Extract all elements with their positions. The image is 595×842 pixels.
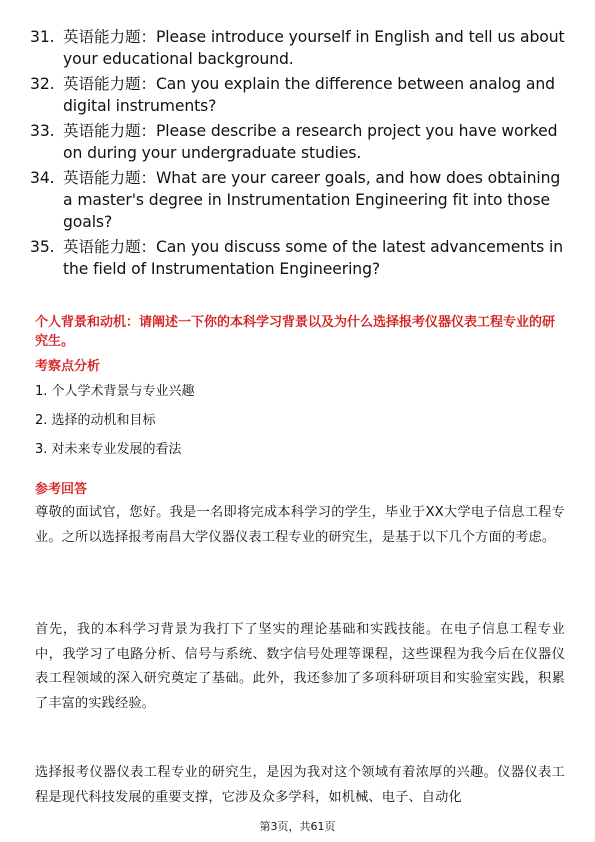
analysis-heading: 考察点分析	[35, 359, 101, 374]
page-footer: 第3页，共61页	[259, 820, 336, 833]
question-body: What are your career goals, and how does obtaining a master's degree in Instrumentation Engineering fit into those goals?	[63, 169, 561, 231]
question-prefix: 英语能力题：	[63, 169, 156, 187]
answer-heading: 参考回答	[35, 482, 88, 497]
question-text	[63, 73, 565, 117]
question-body: Please describe a research project you have worked on during your undergraduate studies.	[63, 122, 558, 162]
answer-paragraph: 选择报考仪器仪表工程专业的研究生，是因为我对这个领域有着浓厚的兴趣。仪器仪表工程是现代科技发展的重要支撑，它涉及众多学科，如机械、电子、自动化	[35, 765, 565, 805]
question-body: Can you explain the difference between analog and digital instruments?	[63, 75, 555, 115]
question-body: Can you discuss some of the latest advancements in the field of Instrumentation Engineering?	[63, 238, 563, 278]
question-prefix: 英语能力题：	[63, 122, 156, 140]
question-prefix: 英语能力题：	[63, 75, 156, 93]
question-text	[63, 26, 565, 70]
question-text	[63, 120, 565, 164]
analysis-point: 2. 选择的动机和目标	[35, 413, 156, 428]
question-item	[30, 167, 565, 233]
analysis-point: 3. 对未来专业发展的看法	[35, 442, 182, 457]
question-item	[30, 73, 565, 117]
question-number: 34.	[30, 169, 55, 187]
question-text	[63, 167, 565, 233]
intro-question: 个人背景和动机：请阐述一下你的本科学习背景以及为什么选择报考仪器仪表工程专业的研究生。	[35, 315, 556, 349]
answer-paragraph: 首先，我的本科学习背景为我打下了坚实的理论基础和实践技能。在电子信息工程专业中，我学习了电路分析、信号与系统、数字信号处理等课程，这些课程为我今后在仪器仪表工程领域的深入研究奠定了基础。此外，我还参加了多项科研项目和实验室实践，积累了丰富的实践经验。	[35, 622, 565, 711]
question-item	[30, 26, 565, 70]
question-number: 31.	[30, 28, 55, 46]
question-list	[30, 26, 565, 283]
analysis-point: 1. 个人学术背景与专业兴趣	[35, 384, 195, 399]
question-prefix: 英语能力题：	[63, 28, 156, 46]
question-prefix: 英语能力题：	[63, 238, 156, 256]
question-number: 35.	[30, 238, 55, 256]
question-item	[30, 120, 565, 164]
question-number: 33.	[30, 122, 55, 140]
question-body: Please introduce yourself in English and tell us about your educational background.	[63, 28, 565, 68]
answer-paragraph: 尊敬的面试官，您好。我是一名即将完成本科学习的学生，毕业于XX大学电子信息工程专业。之所以选择报考南昌大学仪器仪表工程专业的研究生，是基于以下几个方面的考虑。	[35, 505, 565, 545]
question-number: 32.	[30, 75, 55, 93]
question-text	[63, 236, 565, 280]
analysis-points	[35, 383, 565, 470]
question-item	[30, 236, 565, 280]
